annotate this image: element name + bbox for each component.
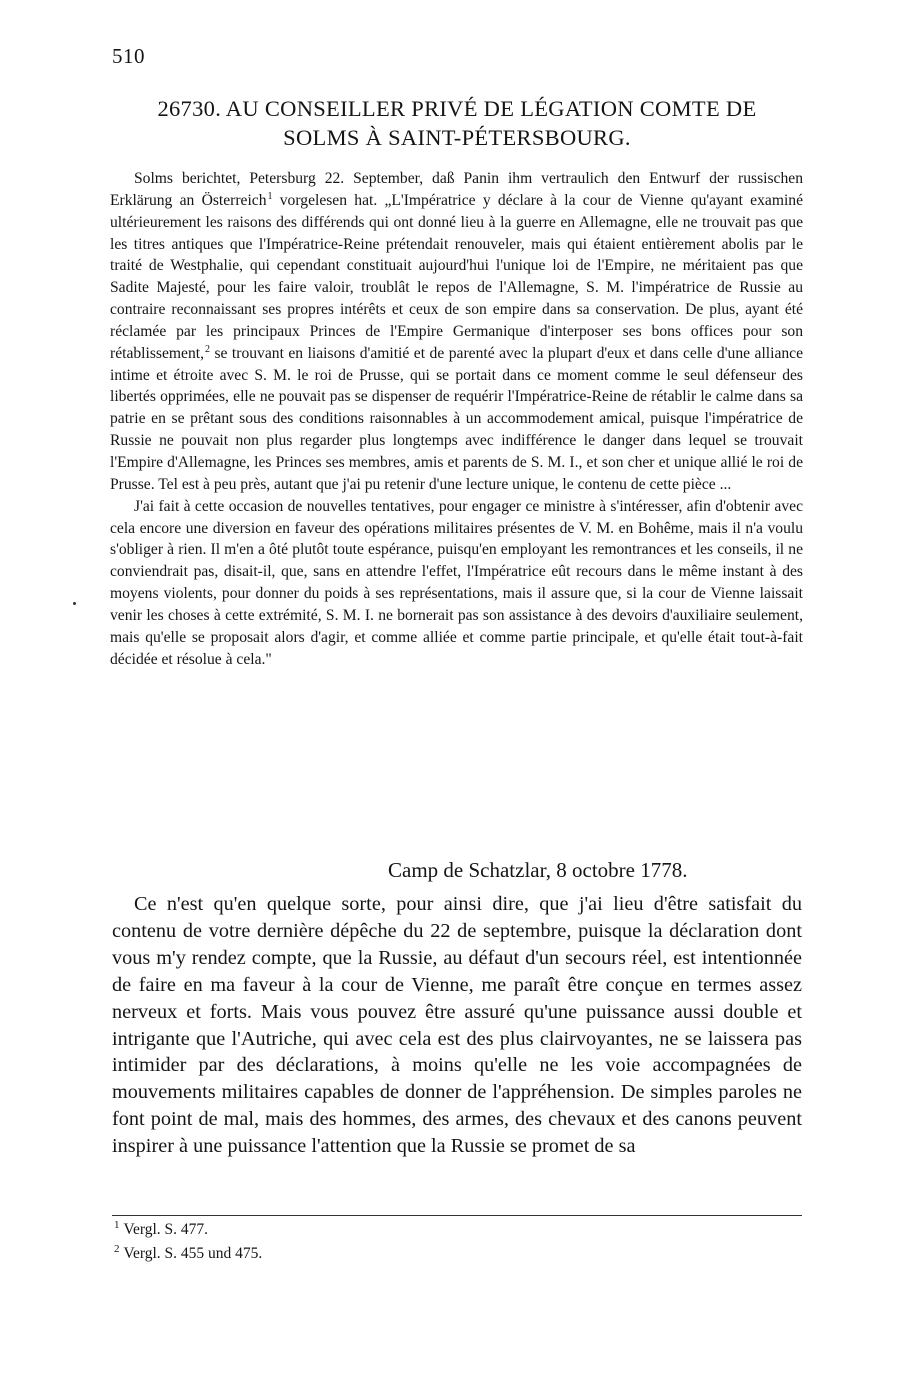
summary-text-b: vorgelesen hat. „L'Impératrice y déclare à la cour de Vienne qu'ayant examiné ultérieurement les raisons des différends qui ont donné lieu à la guerre en Allemagne, elle ne trouvait pas que les titres antiques que l'Impératrice-Reine prétendait renouveler, mais qui étaient entièrement abolis par le traité de Westphalie, qui cependant constituait aujourd'hui l'unique loi de l'Empire, ne méritaient pas que Sadite Majesté, pour les faire valoir, troublât le repos de l'Allemagne, S. M. l'impératrice de Russie au contraire reconnaissant ses propres intérêts et ceux de son empire dans sa conservation. De plus, ayant été réclamée par les principaux Princes de l'Empire Germanique d'interposer ses bons offices pour son rétablissement, xyxy=(110,191,804,362)
footnote-1 xyxy=(114,1218,262,1242)
summary-paragraph-2: J'ai fait à cette occasion de nouvelles tentatives, pour engager ce ministre à s'intéresser, afin d'obtenir avec cela encore une diversion en faveur des opérations militaires présentes de V. M. en Bohême, mais il n'a voulu s'obliger à rien. Il m'en a ôté plutôt toute espérance, puisqu'en employant les remontrances et les conseils, il ne conviendrait pas, disait-il, que, sans en attendre l'effet, l'Impératrice eût recours dans le même instant à des moyens violents, pour donner du poids à ses représentations, mais il assure que, si la cour de Vienne laissait venir les choses à cette extrémité, S. M. I. ne bornerait pas son assistance à des devoirs d'auxiliaire seulement, mais qu'elle se proposait alors d'agir, et comme alliée et comme partie principale, et qu'elle était tout-à-fait décidée et résolue à cela." xyxy=(110,497,803,668)
footnote-divider xyxy=(112,1215,802,1216)
document-heading xyxy=(112,94,802,152)
dateline: Camp de Schatzlar, 8 octobre 1778. xyxy=(388,858,688,882)
footnote-mark: 1 xyxy=(114,1218,120,1231)
page-number: 510 xyxy=(112,44,145,68)
letter-paragraph: Ce n'est qu'en quelque sorte, pour ainsi dire, que j'ai lieu d'être satisfait du contenu de votre dernière dépêche du 22 de septembre, puisque la déclaration dont vous m'y rendez compte, que la Russie, au défaut d'un secours réel, est intentionnée de faire en ma faveur à la cour de Vienne, me paraît être conçue en termes assez nerveux et forts. Mais vous pouvez être assuré qu'une puissance aussi double et intrigante que l'Autriche, qui avec cela est des plus clairvoyantes, ne se laissera pas intimider par des déclarations, à moins qu'elle ne les voie accompagnées de mouvements militaires capables de donner de l'appréhension. De simples paroles ne font point de mal, mais des hommes, des armes, des chevaux et des canons peuvent inspirer à une puissance l'attention que la Russie se promet de sa xyxy=(112,893,802,1158)
summary-text-a: Solms berichtet, Petersburg 22. September, daß Panin ihm vertraulich den Entwurf der russischen Erklärung an Österreich xyxy=(110,170,803,209)
report-summary xyxy=(110,168,803,670)
heading-line-2: SOLMS À SAINT-PÉTERSBOURG. xyxy=(283,125,631,150)
footnotes xyxy=(114,1218,262,1266)
footnote-mark: 2 xyxy=(114,1242,120,1255)
footnote-text: Vergl. S. 477. xyxy=(123,1221,209,1238)
footnote-ref-2: 2 xyxy=(204,343,210,355)
summary-paragraph-1 xyxy=(110,168,803,496)
footnote-ref-1: 1 xyxy=(267,190,273,202)
heading-line-1: 26730. AU CONSEILLER PRIVÉ DE LÉGATION COMTE DE xyxy=(157,96,757,121)
footnote-text: Vergl. S. 455 und 475. xyxy=(123,1245,263,1262)
footnote-2 xyxy=(114,1242,262,1266)
letter-body xyxy=(112,891,802,1160)
summary-text-c: se trouvant en liaisons d'amitié et de parenté avec la plupart d'eux et dans celle d'une alliance intime et étroite avec S. M. le roi de Prusse, qui se portait dans ce moment comme le seul défenseur des libertés opprimées, elle ne pouvait pas se dispenser de requérir l'Impératrice-Reine de rétablir le calme dans sa patrie en se prêtant sous des conditions raisonnables à un accommodement amical, puisque l'impératrice de Russie ne pouvait non plus regarder plus longtemps avec indifférence le danger dans lequel se trouvait l'Empire d'Allemagne, les Princes ses membres, amis et parents de S. M. I., et son cher et unique allié le roi de Prusse. Tel est à peu près, autant que j'ai pu retenir d'une lecture unique, le contenu de cette pièce ... xyxy=(110,344,803,493)
margin-mark xyxy=(73,602,76,605)
